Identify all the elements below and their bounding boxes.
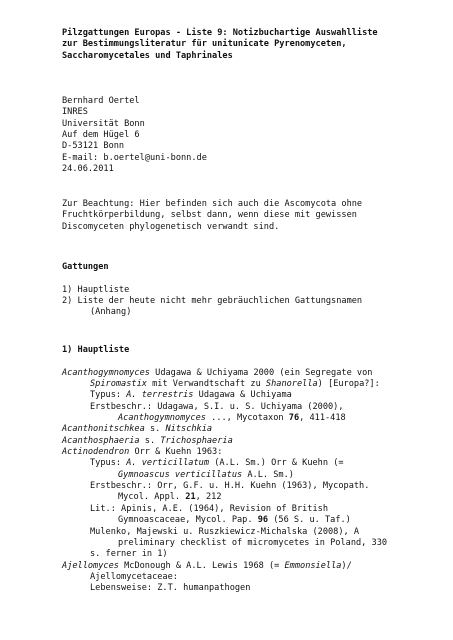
erstbeschreibung-line: Erstbeschr.: Orr, G.F. u. H.H. Kuehn (1963), Mycopath.	[90, 481, 370, 492]
entry-text: Gymnoascaceae, Mycol. Pap.	[118, 515, 258, 526]
erstbeschreibung-line	[62, 413, 447, 424]
entry-text: Mycol. Appl.	[118, 492, 186, 503]
document-title	[62, 28, 447, 62]
family-line: Ajellomycetaceae:	[90, 571, 178, 582]
typus-authority: (A.L. Sm.) Orr & Kuehn (=	[209, 458, 344, 469]
related-genus: Spiromastix	[90, 379, 147, 390]
synonym-genus: Emmonsiella	[284, 560, 342, 571]
synonym-authority: A.L. Sm.)	[242, 469, 294, 480]
genus-entry-title	[62, 436, 447, 447]
typus-label: Typus:	[90, 390, 127, 401]
genus-entry-title	[62, 447, 447, 458]
genus-name: Acanthosphaeria	[62, 435, 140, 446]
author-institute: INRES	[62, 107, 88, 118]
note-paragraph	[62, 199, 447, 233]
genus-name: Ajellomyces	[62, 560, 119, 571]
note-line: Discomyceten phylogenetisch verwandt sind.	[62, 221, 280, 232]
author-university: Universität Bonn	[62, 118, 145, 129]
literature-line: preliminary checklist of micromycetes in Poland, 330	[118, 537, 388, 548]
genus-entry-line	[62, 379, 447, 390]
typus-line	[62, 390, 447, 401]
genus-name: Actinodendron	[62, 447, 130, 458]
literature-line: s. ferner in 1)	[90, 549, 168, 560]
author-street: Auf dem Hügel 6	[62, 130, 140, 141]
toc-heading: Gattungen	[62, 262, 109, 272]
journal-volume: 21	[185, 492, 196, 503]
entry-text: , 411-418	[299, 413, 346, 424]
genus-name: Acanthogymnomyces	[118, 413, 206, 424]
entry-text: s.	[139, 435, 161, 446]
section-heading: 1) Hauptliste	[62, 345, 130, 355]
title-line: Saccharomycetales und Taphrinales	[62, 50, 233, 61]
erstbeschreibung-line: Erstbeschr.: Udagawa, S.I. u. S. Uchiyama (2000),	[90, 401, 344, 412]
toc-item-continuation: (Anhang)	[90, 307, 132, 318]
entry-text: s.	[144, 424, 166, 435]
typus-authority: Udagawa & Uchiyama	[193, 390, 292, 401]
typus-line	[62, 458, 447, 469]
title-line: Pilzgattungen Europas - Liste 9: Notizbuchartige Auswahlliste	[62, 28, 378, 38]
toc-item: 2) Liste der heute nicht mehr gebräuchlichen Gattungsnamen	[62, 296, 363, 307]
synonym-line	[62, 470, 447, 481]
entry-text: mit Verwandtschaft zu	[146, 379, 266, 390]
typus-label: Typus:	[90, 458, 127, 469]
reference-genus: Nitschkia	[165, 424, 213, 435]
genus-authority: McDonough & A.L. Lewis 1968 (=	[118, 560, 285, 571]
title-line: zur Bestimmungsliteratur für unitunicate Pyrenomyceten,	[62, 39, 347, 50]
document-date: 24.06.2011	[62, 164, 114, 175]
genus-authority: Orr & Kuehn 1963:	[129, 447, 223, 458]
genus-name: Acanthonitschkea	[62, 424, 145, 435]
author-email: E-mail: b.oertel@uni-bonn.de	[62, 152, 207, 163]
toc-section	[62, 262, 447, 319]
literature-line: Mulenko, Majewski u. Ruszkiewicz-Michalska (2008), A	[90, 526, 360, 537]
lebensweise-line: Lebensweise: Z.T. humanpathogen	[90, 583, 251, 594]
journal-volume: 96	[257, 515, 269, 526]
genus-authority: Udagawa & Uchiyama 2000 (ein Segregate von	[149, 367, 373, 378]
entry-text: , 212	[195, 492, 222, 503]
genus-name: Acanthogymnomyces	[62, 367, 150, 378]
author-address	[62, 96, 447, 175]
synonym-species: Gymnoascus verticillatus	[118, 469, 243, 480]
author-city: D-53121 Bonn	[62, 141, 125, 152]
genus-entry-title	[62, 368, 447, 379]
literature-line	[62, 515, 447, 526]
toc-item: 1) Hauptliste	[62, 284, 130, 295]
entry-text: ) [Europa?]:	[317, 379, 380, 390]
entry-text: (56 S. u. Taf.)	[268, 515, 351, 526]
reference-genus: Trichosphaeria	[160, 435, 233, 446]
entry-text: ..., Mycotaxon	[205, 413, 289, 424]
typus-species: A. terrestris	[126, 390, 194, 401]
typus-species: A. verticillatum	[126, 458, 210, 469]
entry-text: )/	[341, 560, 352, 571]
note-line: Zur Beachtung: Hier befinden sich auch die Ascomycota ohne	[62, 199, 363, 209]
related-genus: Shanorella	[265, 379, 318, 390]
main-list	[62, 345, 447, 595]
note-line: Fruchtkörperbildung, selbst dann, wenn diese mit gewissen	[62, 210, 357, 221]
genus-entry-title	[62, 424, 447, 435]
literature-line: Lit.: Apinis, A.E. (1964), Revision of British	[90, 503, 328, 514]
journal-volume: 76	[288, 413, 300, 424]
author-name: Bernhard Oertel	[62, 96, 140, 106]
erstbeschreibung-line	[62, 492, 447, 503]
genus-entry-title	[62, 561, 447, 572]
